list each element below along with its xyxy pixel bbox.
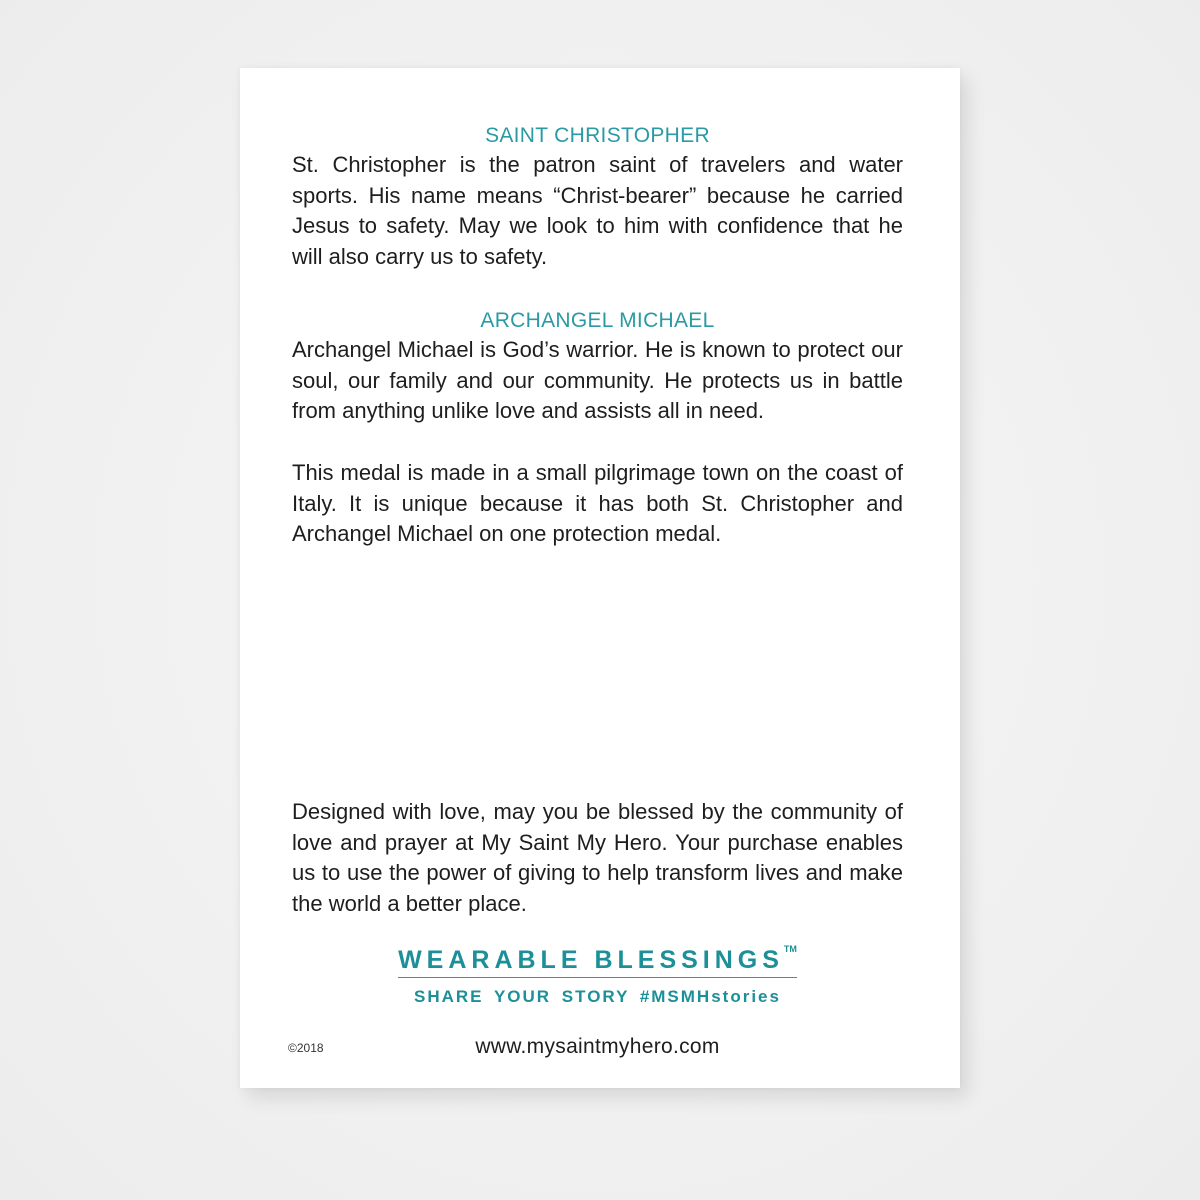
brand-title [398, 946, 797, 978]
closing-message: Designed with love, may you be blessed by the community of love and prayer at My Saint My Hero. Your purchase enables us to use the power of giving to help transform lives and make the world a better place. [292, 799, 903, 916]
prayer-card [240, 68, 960, 1088]
brand-logo [240, 946, 955, 978]
medal-description: This medal is made in a small pilgrimage town on the coast of Italy. It is unique because it has both St. Christopher and Archangel Michael on one protection medal. [292, 460, 903, 547]
archangel-michael-title: ARCHANGEL MICHAEL [480, 309, 715, 332]
trademark-mark: TM [783, 944, 797, 954]
saint-christopher-description: St. Christopher is the patron saint of travelers and water sports. His name means “Christ-bearer” because he carried Jesus to safety. May we look to him with confidence that he will also carry us to safety. [292, 152, 903, 269]
website-url: www.mysaintmyhero.com [475, 1035, 720, 1058]
brand-tagline: SHARE YOUR STORY #MSMHstories [414, 987, 781, 1006]
brand-title-text: WEARABLE BLESSINGS [398, 946, 784, 974]
copyright-notice: ©2018 [288, 1041, 324, 1055]
saint-christopher-title: SAINT CHRISTOPHER [485, 124, 710, 147]
archangel-michael-description: Archangel Michael is God’s warrior. He is known to protect our soul, our family and our community. He protects us in battle from anything unlike love and assists all in need. [292, 337, 903, 424]
